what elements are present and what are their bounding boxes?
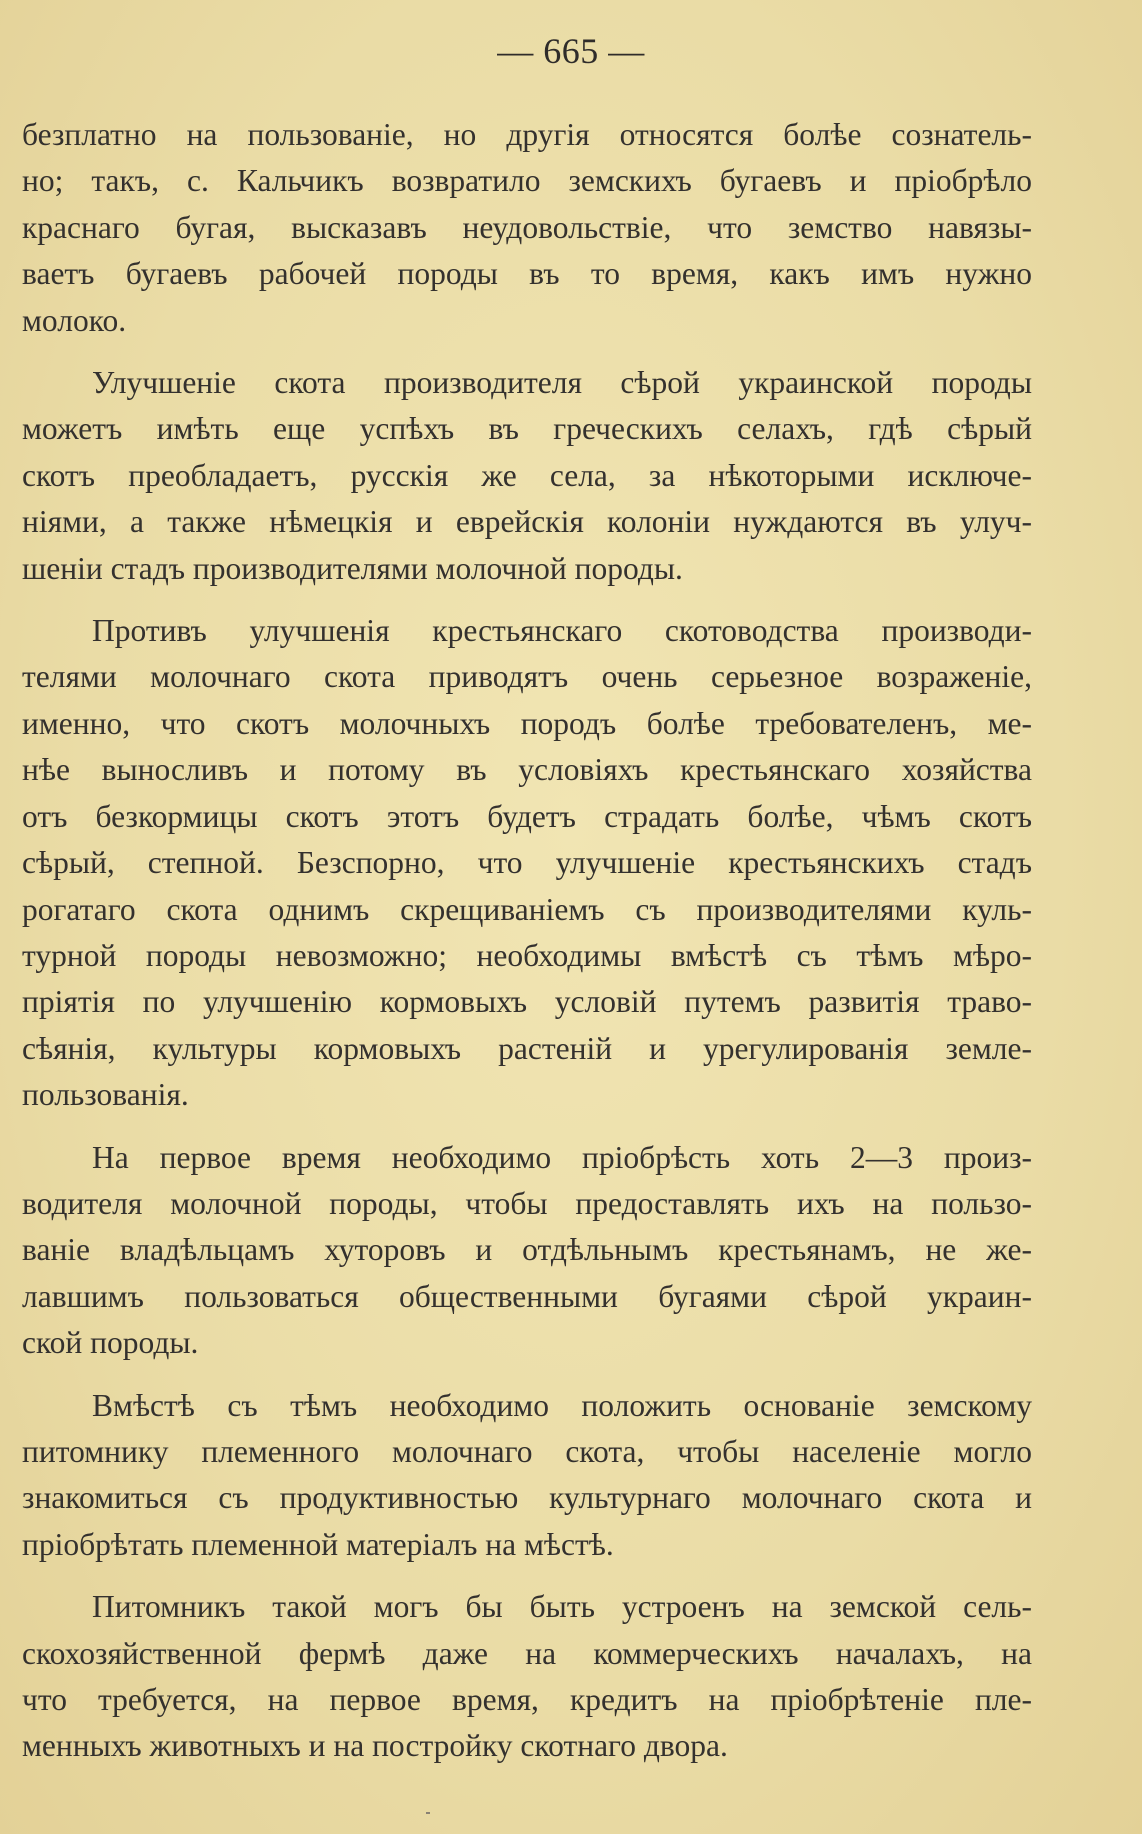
- text-line: телями молочнаго скота приводятъ очень серьезное возраженіе,: [22, 659, 1032, 695]
- text-line: что требуется, на первое время, кредитъ на пріобрѣтеніе пле-: [22, 1682, 1032, 1717]
- text-line: знакомиться съ продуктивностью культурнаго молочнаго скота и: [22, 1480, 1032, 1516]
- text-line: безплатно на пользованіе, но другія относятся болѣе сознатель-: [22, 117, 1032, 152]
- paragraph-1: [22, 112, 1032, 344]
- text-line: пріобрѣтать племенной матеріалъ на мѣстѣ.: [22, 1526, 614, 1562]
- text-line: питомнику племенного молочнаго скота, чтобы населеніе могло: [22, 1433, 1032, 1469]
- page-number: — 665 —: [497, 31, 645, 71]
- text-line: сѣянія, культуры кормовыхъ растеній и урегулированія земле-: [22, 1030, 1032, 1066]
- text-line: ваніе владѣльцамъ хуторовъ и отдѣльнымъ крестьянамъ, не же-: [22, 1232, 1032, 1268]
- text-line: именно, что скотъ молочныхъ породъ болѣе требователенъ, ме-: [22, 705, 1032, 741]
- body-text: [22, 112, 1032, 1770]
- paragraph-3: [22, 608, 1032, 1118]
- text-line: скотъ преобладаетъ, русскія же села, за нѣкоторыми исключе-: [22, 457, 1032, 493]
- text-line: менныхъ животныхъ и на постройку скотнаго двора.: [22, 1728, 728, 1764]
- text-line: шеніи стадъ производителями молочной породы.: [22, 550, 683, 586]
- paragraph-4: [22, 1135, 1032, 1367]
- text-line: турной породы невозможно; необходимы вмѣстѣ съ тѣмъ мѣро-: [22, 937, 1032, 973]
- text-line: можетъ имѣть еще успѣхъ въ греческихъ селахъ, гдѣ сѣрый: [22, 411, 1032, 447]
- print-mark: [426, 1812, 430, 1814]
- text-line: ваетъ бугаевъ рабочей породы въ то время, какъ имъ нужно: [22, 256, 1032, 292]
- text-line: На первое время необходимо пріобрѣсть хоть 2—3 произ-: [92, 1139, 1032, 1175]
- text-line: водителя молочной породы, чтобы предоставлять ихъ на пользо-: [22, 1185, 1032, 1221]
- text-line: Питомникъ такой могъ бы быть устроенъ на земской сель-: [92, 1589, 1032, 1625]
- text-line: скохозяйственной фермѣ даже на коммерческихъ началахъ, на: [22, 1635, 1032, 1671]
- text-line: пріятія по улучшенію кормовыхъ условій путемъ развитія траво-: [22, 984, 1032, 1020]
- paragraph-gap: [22, 1568, 1032, 1584]
- text-line: рогатаго скота однимъ скрещиваніемъ съ производителями куль-: [22, 891, 1032, 927]
- text-line: ской породы.: [22, 1325, 199, 1361]
- paragraph-6: [22, 1584, 1032, 1770]
- text-line: Улучшеніе скота производителя сѣрой украинской породы: [92, 365, 1032, 401]
- text-line: сѣрый, степной. Безспорно, что улучшеніе крестьянскихъ стадъ: [22, 845, 1032, 881]
- paragraph-gap: [22, 344, 1032, 360]
- paragraph-2: [22, 360, 1032, 592]
- text-line: Вмѣстѣ съ тѣмъ необходимо положить основаніе земскому: [92, 1387, 1032, 1423]
- paragraph-gap: [22, 1119, 1032, 1135]
- text-line: пользованія.: [22, 1077, 189, 1113]
- text-line: молоко.: [22, 302, 127, 338]
- text-line: но; такъ, с. Кальчикъ возвратило земскихъ бугаевъ и пріобрѣло: [22, 163, 1032, 199]
- paragraph-gap: [22, 592, 1032, 608]
- text-line: лавшимъ пользоваться общественными бугаями сѣрой украин-: [22, 1278, 1032, 1314]
- text-line: ніями, а также нѣмецкія и еврейскія колоніи нуждаются въ улуч-: [22, 504, 1032, 540]
- text-line: Противъ улучшенія крестьянскаго скотоводства производи-: [92, 613, 1032, 649]
- paragraph-gap: [22, 1367, 1032, 1383]
- paragraph-5: [22, 1383, 1032, 1569]
- text-line: нѣе выносливъ и потому въ условіяхъ крестьянскаго хозяйства: [22, 752, 1032, 788]
- text-line: краснаго бугая, высказавъ неудовольствіе, что земство навязы-: [22, 209, 1032, 245]
- text-line: отъ безкормицы скотъ этотъ будетъ страдать болѣе, чѣмъ скотъ: [22, 798, 1032, 834]
